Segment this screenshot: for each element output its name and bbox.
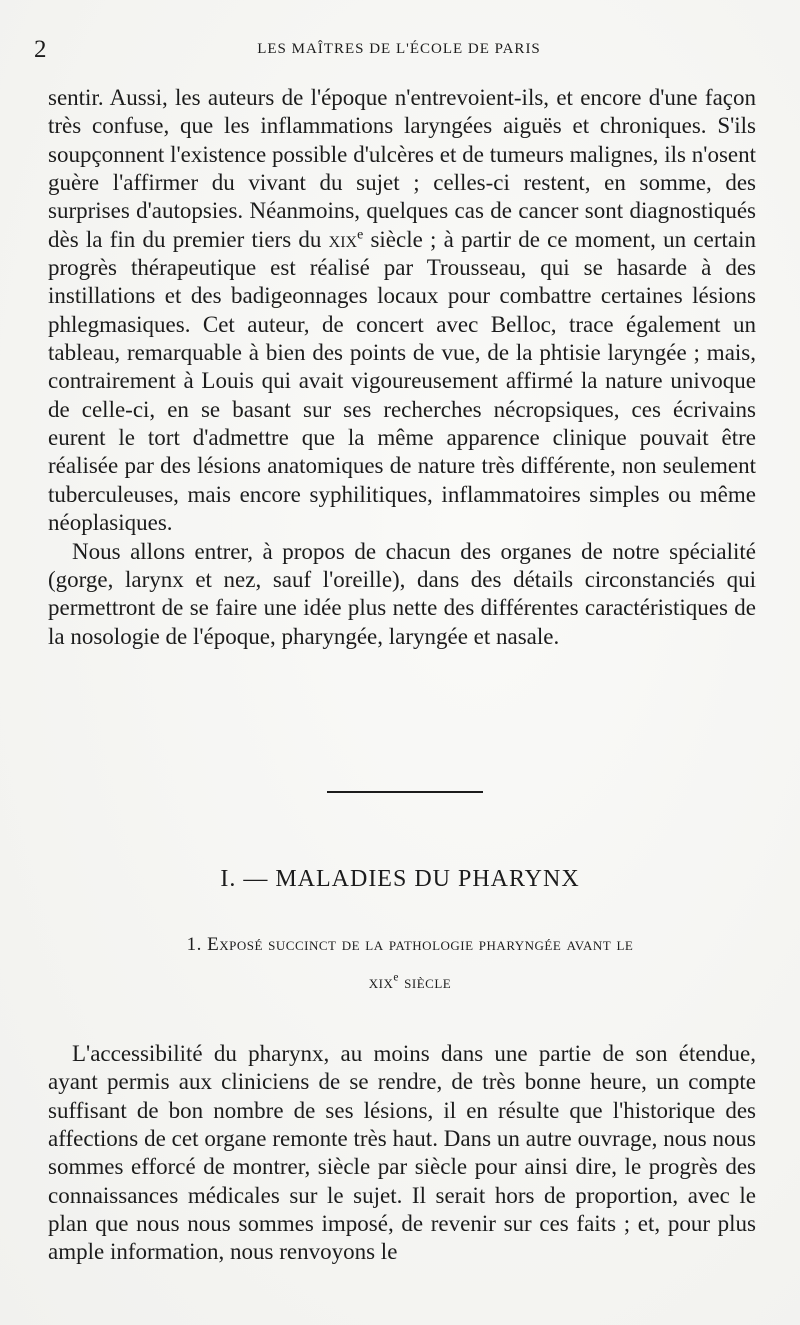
paragraph: Nous allons entrer, à propos de chacun des organes de notre spécialité (gorge, larynx et nez, sauf l'oreille), dans des détails circonstanciés qui permettront de se faire une idée plus nette des différentes caractéristiques de la nosologie de l'époque, pharyngée, laryngée et nasale. bbox=[48, 538, 756, 649]
subsection-title-end: siècle bbox=[398, 972, 452, 993]
paragraph-text-b: siècle ; à partir de ce moment, un certain progrès thérapeutique est réalisé par Trousseau, qui se hasarde à des instillations et des badigeonnages locaux pour combattre certaines lésions phlegmasiques. Cet auteur, de concert avec Belloc, trace également un tableau, remarquable à bien des points de vue, de la phtisie laryngée ; mais, contrairement à Louis qui avait vigoureusement affirmé la nature univoque de celle-ci, en se basant sur ses recherches nécropsiques, ces écrivains eurent le tort d'admettre que la même apparence clinique pouvait être réalisée par des lésions anatomiques de nature très différente, non seulement tuberculeuses, mais encore syphilitiques, inflammatoires simples ou même néoplasiques. bbox=[48, 226, 756, 536]
intro-text bbox=[48, 84, 756, 651]
century-numeral: xix bbox=[328, 226, 358, 252]
running-head: LES MAÎTRES DE L'ÉCOLE DE PARIS bbox=[257, 41, 541, 57]
subsection-century-superscript: e bbox=[393, 971, 399, 984]
century-superscript: e bbox=[357, 226, 364, 242]
subsection-title-text: 1. Exposé succinct de la pathologie pharyngée avant le bbox=[186, 934, 634, 955]
body-text bbox=[48, 1040, 756, 1267]
page-header bbox=[34, 36, 764, 66]
section-title: I. — MALADIES DU PHARYNX bbox=[220, 866, 580, 892]
paragraph: L'accessibilité du pharynx, au moins dans une partie de son étendue, ayant permis aux cliniciens de se rendre, de très bonne heure, un compte suffisant de bon nombre de ses lésions, il en résulte que l'historique des affections de cet organe remonte très haut. Dans un autre ouvrage, nous nous sommes efforcé de montrer, siècle par siècle pour ainsi dire, le progrès des connaissances médicales sur le sujet. Il serait hors de proportion, avec le plan que nous nous sommes imposé, de revenir sur ces faits ; et, pour plus ample information, nous renvoyons le bbox=[48, 1041, 756, 1265]
page-number: 2 bbox=[34, 36, 47, 63]
paragraph-continuation bbox=[48, 84, 756, 538]
paragraph-text-a: sentir. Aussi, les auteurs de l'époque n'entrevoient-ils, et encore d'une façon très confuse, que les inflammations laryngées aiguës et chroniques. S'ils soupçonnent l'existence possible d'ulcères et de tumeurs malignes, ils n'osent guère l'affirmer du vivant du sujet ; celles-ci restent, en somme, des surprises d'autopsies. Néanmoins, quelques cas de cancer sont diagnostiqués dès la fin du premier tiers du bbox=[48, 85, 756, 252]
subsection-title bbox=[70, 926, 750, 1002]
section-divider bbox=[327, 791, 483, 793]
subsection-century-numeral: xix bbox=[368, 972, 394, 993]
